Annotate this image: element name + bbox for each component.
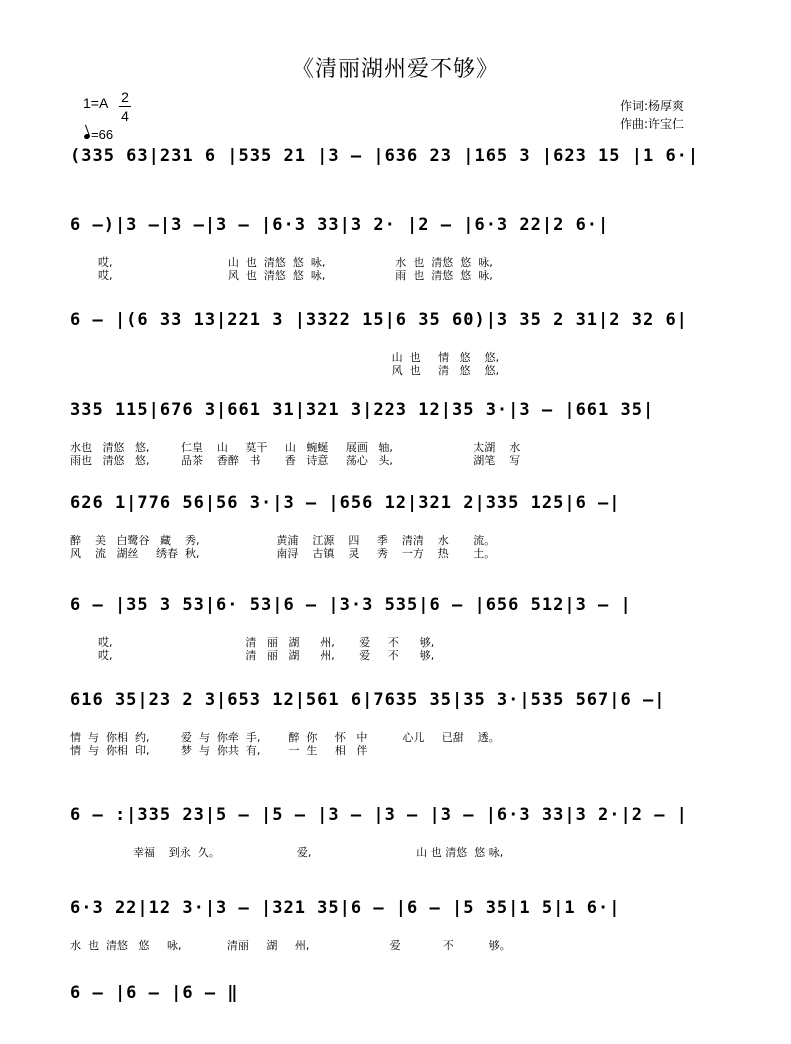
lyric-line: 哎, 清 丽 湖 州, 爱 不 够, bbox=[70, 636, 435, 649]
key-label: 1=A bbox=[83, 95, 109, 111]
song-title: 《清丽湖州爱不够》 bbox=[291, 57, 499, 82]
notation-line: 616 35|23 2 3|653 12|561 6|7635 35|35 3·|535 567|6 –| bbox=[70, 690, 666, 710]
notation-line: 6·3 22|12 3·|3 – |321 35|6 – |6 – |5 35|1 5|1 6·| bbox=[70, 898, 621, 918]
tempo-value: =66 bbox=[91, 127, 114, 142]
tempo-marking bbox=[84, 127, 113, 142]
notation-line: 6 – |6 – |6 – ‖ bbox=[70, 983, 239, 1003]
lyric-line: 雨也 清悠 悠, 品茶 香醉 书 香 诗意 荡心 头, 湖笔 写 bbox=[70, 454, 521, 467]
lyric-line: 水也 清悠 悠, 仁皇 山 莫干 山 蜿蜒 展画 轴, 太湖 水 bbox=[70, 441, 521, 454]
lyric-line: 醉 美 白鹭谷 藏 秀, 黄浦 江源 四 季 清清 水 流。 bbox=[70, 534, 496, 547]
lyric-line: 哎, 风 也 清悠 悠 咏, 雨 也 清悠 悠 咏, bbox=[70, 269, 493, 282]
notation-line: 335 115|676 3|661 31|321 3|223 12|35 3·|3 – |661 35| bbox=[70, 400, 655, 420]
lyric-line: 情 与 你相 约, 爱 与 你牵 手, 醉 你 怀 中 心儿 已甜 透。 bbox=[70, 731, 500, 744]
quarter-note-icon bbox=[83, 133, 90, 140]
composer-credit: 作曲:许宝仁 bbox=[620, 117, 685, 131]
lyric-line: 哎, 清 丽 湖 州, 爱 不 够, bbox=[70, 649, 435, 662]
time-signature-bottom: 4 bbox=[121, 108, 129, 124]
time-signature-top: 2 bbox=[121, 89, 129, 105]
lyric-line: 风 流 湖丝 绣春 秋, 南浔 古镇 灵 秀 一方 热 土。 bbox=[70, 547, 496, 560]
lyric-line: 哎, 山 也 清悠 悠 咏, 水 也 清悠 悠 咏, bbox=[70, 256, 493, 269]
notation-line: 6 – |35 3 53|6· 53|6 – |3·3 535|6 – |656 512|3 – | bbox=[70, 595, 632, 615]
lyric-line: 风 也 清 悠 悠, bbox=[70, 364, 500, 377]
key-signature bbox=[83, 89, 129, 124]
notation-line: 6 – |(6 33 13|221 3 |3322 15|6 35 60)|3 35 2 31|2 32 6| bbox=[70, 310, 688, 330]
time-signature bbox=[119, 89, 131, 124]
notation-line: (335 63|231 6 |535 21 |3 – |636 23 |165 3 |623 15 |1 6·| bbox=[70, 146, 700, 166]
lyric-line: 情 与 你相 印, 梦 与 你共 有, 一 生 相 伴 bbox=[70, 744, 368, 757]
notation-line: 6 –)|3 –|3 –|3 – |6·3 33|3 2· |2 – |6·3 22|2 6·| bbox=[70, 215, 610, 235]
notation-line: 626 1|776 56|56 3·|3 – |656 12|321 2|335 125|6 –| bbox=[70, 493, 621, 513]
lyric-line: 山 也 情 悠 悠, bbox=[70, 351, 500, 364]
lyric-line: 幸福 到永 久。 爱, 山 也 清悠 悠 咏, bbox=[70, 846, 504, 859]
credits bbox=[620, 97, 684, 133]
notation-line: 6 – :|335 23|5 – |5 – |3 – |3 – |3 – |6·3 33|3 2·|2 – | bbox=[70, 805, 688, 825]
lyric-line: 水 也 清悠 悠 咏, 清丽 湖 州, 爱 不 够。 bbox=[70, 939, 511, 952]
lyricist-credit: 作词:杨厚爽 bbox=[620, 99, 685, 113]
